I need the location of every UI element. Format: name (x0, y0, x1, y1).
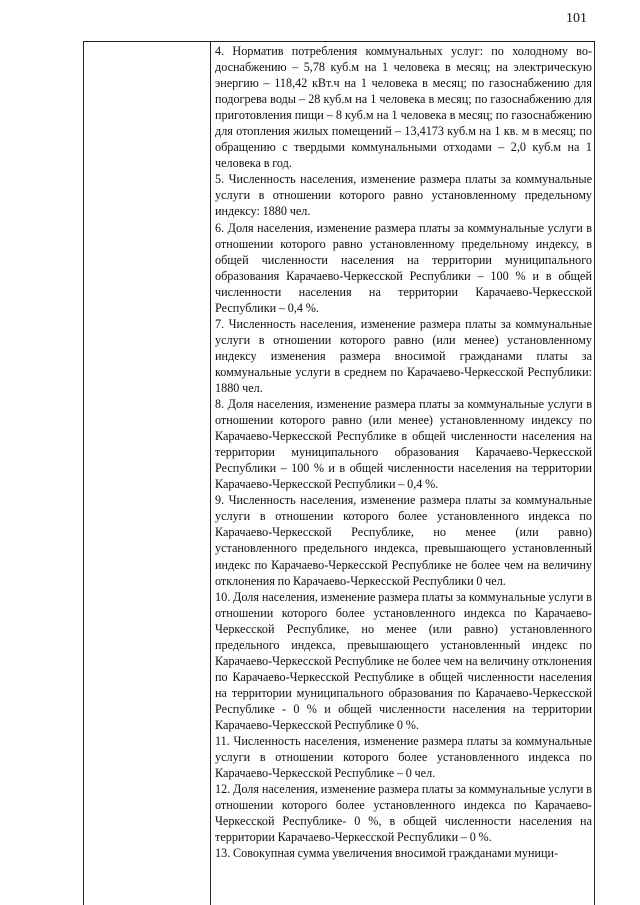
document-table (83, 41, 595, 905)
paragraph-item-11: 11. Численность населения, изменение размера платы за коммунальные услуги в отношении которого более установленного индекса по Карачаево-Черкесской Республике – 0 чел. (215, 734, 592, 781)
paragraph-item-9: 9. Численность населения, изменение размера платы за коммунальные услуги в отношении которого более установленного индекса по Карачаево-Черкесской Республике, но менее (или равно) установленного предельного индекса, превышающего установленный индекс по Карачаево-Черкесской Республике не более чем на величину отклонения по Карачаево-Черкесской Республики 0 чел. (215, 493, 592, 588)
page-number: 101 (566, 11, 587, 26)
paragraph-item-7: 7. Численность населения, изменение размера платы за коммунальные услуги в отношении которого равно (или менее) установленному индексу изменения размера вносимой гражданами платы за коммунальные услуги в среднем по Карачаево-Черкесской Республики: 1880 чел. (215, 316, 592, 395)
table-left-column (84, 42, 211, 905)
paragraph-item-12: 12. Доля населения, изменение размера платы за коммунальные услуги в отношении которого более установленного индекса по Карачаево-Черкесской Республике- 0 %, в общей численности населения на территории Карачаево-Черкесской Республики – 0 %. (215, 782, 592, 845)
table-right-column (211, 42, 596, 905)
paragraph-item-5: 5. Численность населения, изменение размера платы за коммунальные услуги в отношении которого равно установленному предельному индексу: 1880 чел. (215, 172, 592, 219)
paragraph-item-10: 10. Доля населения, изменение размера платы за коммунальные услуги в отношении которого более установленного индекса по Карачаево-Черкесской Республике, но менее (или равно) установленного предельного индекса, превышающего установленный индекс по Карачаево-Черкесской Республике не более чем на величину отклонения по Карачаево-Черкесской Республике в общей численности населения на территории муниципального образования по Карачаево-Черкесской Республике - 0 % и общей численности населения на территории Карачаево-Черкесской Республике 0 %. (215, 589, 592, 732)
paragraph-item-6: 6. Доля населения, изменение размера платы за коммунальные услуги в отношении которого равно установленному предельному индексу, в общей численности населения на территории муниципального образования Карачаево-Черкесской Республики – 100 % и в общей численности населения на территории Карачаево-Черкесской Республики – 0,4 %. (215, 220, 592, 315)
paragraph-item-8: 8. Доля населения, изменение размера платы за коммунальные услуги в отношении которого равно (или менее) установленному индексу по Карачаево-Черкесской Республике в общей численности населения на территории муниципального образования Карачаево-Черкесской Республики – 100 % и в общей численности населения на территории Карачаево-Черкесской Республики – 0,4 %. (215, 397, 592, 492)
paragraph-item-13: 13. Совокупная сумма увеличения вносимой гражданами муници- (215, 846, 559, 861)
paragraph-item-4: 4. Норматив потребления коммунальных услуг: по холодному водоснабжению – 5,78 куб.м на 1 человека в месяц; на электрическую энергию – 118,42 кВт.ч на 1 человека в месяц; по газоснабжению для подогрева воды – 28 куб.м на 1 человека в месяц; по газоснабжению для приготовления пищи – 8 куб.м на 1 человека в месяц; по газоснабжению для отопления жилых помещений – 13,4173 куб.м на 1 кв. м в месяц; по обращению с твердыми коммунальными отходами – 2,0 куб.м на 1 человека в год. (215, 44, 592, 171)
